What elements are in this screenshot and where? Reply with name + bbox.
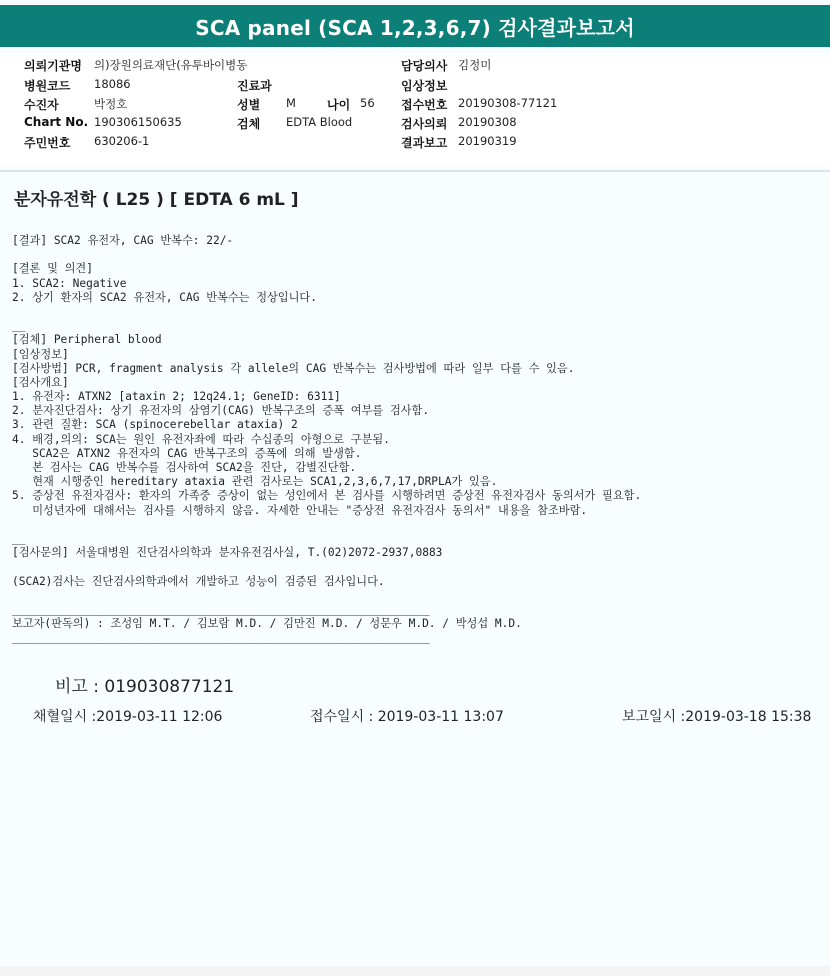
report-line: [검사개요] (12, 375, 69, 389)
info-row-3 (0, 96, 830, 114)
report-line: __ (12, 319, 26, 333)
institution-value: 의)장원의료재단(유투바이병동 (94, 58, 248, 72)
report-line (12, 560, 817, 574)
chart-no-label: Chart No. (24, 115, 89, 129)
report-line (12, 248, 817, 262)
report-line: [검체] Peripheral blood (12, 333, 162, 347)
sex-value: M (286, 96, 296, 110)
report-line: 2. 분자진단검사: 상기 유전자의 삼염기(CAG) 반복구조의 증폭 여부를 검사함. (12, 404, 430, 418)
doctor-value: 김정미 (458, 58, 492, 72)
receipt-no-label: 접수번호 (401, 98, 448, 112)
report-line: 보고자(판독의) : 조성임 M.T. / 김보람 M.D. / 김만진 M.D. / 성문우 M.D. / 박성섭 M.D. (12, 617, 522, 631)
info-row-2 (0, 77, 830, 95)
report-line: SCA2은 ATXN2 유전자의 CAG 반복구조의 증폭에 의해 발생함. (12, 446, 362, 460)
report-line (12, 518, 817, 532)
doctor-label: 담당의사 (401, 59, 448, 73)
report-line (12, 305, 817, 319)
report-line: [결론 및 의견] (12, 262, 93, 276)
report-line: (SCA2)검사는 진단검사의학과에서 개발하고 성능이 검증된 검사입니다. (12, 574, 385, 588)
report-line: __ (12, 531, 26, 545)
patient-label: 수진자 (24, 98, 59, 112)
report-title: SCA panel (SCA 1,2,3,6,7) 검사결과보고서 (0, 5, 830, 47)
section-title: 분자유전학 ( L25 ) [ EDTA 6 mL ] (14, 190, 299, 210)
report-line: [검사방법] PCR, fragment analysis 각 allele의 CAG 반복수는 검사방법에 따라 일부 다를 수 있음. (12, 361, 575, 375)
id-label: 주민번호 (24, 136, 71, 150)
report-line: 4. 배경,의의: SCA는 원인 유전자좌에 따라 수십종의 아형으로 구분됨. (12, 432, 390, 446)
id-value: 630206-1 (94, 134, 150, 148)
report-line (12, 589, 817, 603)
report-line: 1. SCA2: Negative (12, 276, 127, 290)
report-line: 본 검사는 CAG 반복수를 검사하여 SCA2을 진단, 감별진단함. (12, 461, 357, 474)
report-line: ______________________________________________________________ (12, 602, 430, 616)
report-line: [임상정보] (12, 347, 69, 361)
report-line: [결과] SCA2 유전자, CAG 반복수: 22/- (12, 234, 234, 247)
report-date-label: 결과보고 (401, 136, 448, 150)
request-value: 20190308 (458, 115, 517, 129)
patient-info-panel (0, 53, 830, 167)
patient-value: 박정호 (94, 97, 128, 111)
department-label: 진료과 (237, 79, 272, 93)
report-line: ______________________________________________________________ (12, 631, 430, 645)
received-datetime: 접수일시 : 2019-03-11 13:07 (310, 709, 504, 725)
report-line: 미성년자에 대해서는 검사를 시행하지 않음. 자세한 안내는 "증상전 유전자검사 동의서" 내용을 참조바람. (12, 503, 588, 517)
report-line: [검사문의] 서울대병원 진단검사의학과 분자유전검사실, T.(02)2072-2937,0883 (12, 546, 443, 560)
receipt-no-value: 20190308-77121 (458, 96, 558, 110)
sex-label: 성별 (237, 98, 261, 112)
request-label: 검사의뢰 (401, 117, 448, 131)
age-label: 나이 (327, 98, 351, 112)
report-body (12, 234, 817, 645)
clinical-info-label: 임상정보 (401, 79, 448, 93)
hospital-code-label: 병원코드 (24, 79, 71, 93)
info-row-4 (0, 115, 830, 133)
header-divider (0, 170, 830, 172)
collection-datetime: 채혈일시 :2019-03-11 12:06 (33, 709, 223, 725)
report-line: 1. 유전자: ATXN2 [ataxin 2; 12q24.1; GeneID: 6311] (12, 390, 341, 404)
chart-no-value: 190306150635 (94, 115, 182, 129)
report-line: 2. 상기 환자의 SCA2 유전자, CAG 반복수는 정상입니다. (12, 290, 317, 304)
report-date-value: 20190319 (458, 134, 517, 148)
reported-datetime: 보고일시 :2019-03-18 15:38 (622, 709, 812, 725)
institution-label: 의뢰기관명 (24, 59, 82, 73)
age-value: 56 (360, 96, 375, 110)
remark: 비고 : 019030877121 (55, 677, 235, 697)
report-line: 3. 관련 질환: SCA (spinocerebellar ataxia) 2 (12, 418, 298, 432)
specimen-label: 검체 (237, 117, 261, 131)
specimen-value: EDTA Blood (286, 115, 353, 129)
info-row-5 (0, 134, 830, 152)
hospital-code-value: 18086 (94, 77, 131, 91)
report-line: 현재 시행중인 hereditary ataxia 관련 검사로는 SCA1,2,3,6,7,17,DRPLA가 있음. (12, 475, 498, 489)
info-row-1 (0, 57, 830, 75)
report-line: 5. 증상전 유전자검사: 환자의 가족중 증상이 없는 성인에서 본 검사를 시행하려면 증상전 유전자검사 동의서가 필요함. (12, 489, 642, 503)
